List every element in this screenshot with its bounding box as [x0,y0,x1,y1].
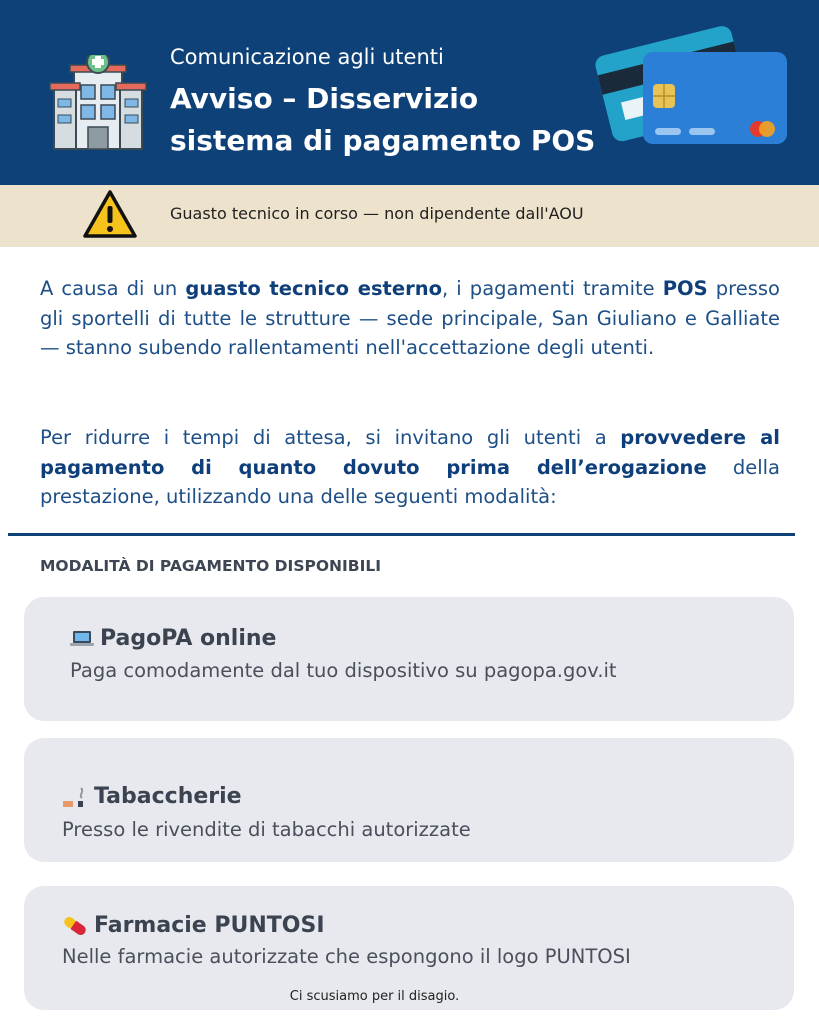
method-title: Tabaccherie [94,784,242,809]
method-title: PagoPA online [100,626,277,651]
method-desc: Nelle farmacie autorizzate che espongono il logo PUNTOSI [62,945,631,968]
credit-cards-icon [595,10,795,155]
paragraph-outage: A causa di un guasto tecnico esterno, i pagamenti tramite POS presso gli sportelli di tutte le strutture — sede principale, San Giuliano e Galliate — stanno subendo rallentamenti nell'accettazione degli utenti. [40,277,780,359]
header-subtitle: Comunicazione agli utenti [170,45,444,69]
pill-icon [62,914,88,938]
banner-text: Guasto tecnico in corso — non dipendente dall'AOU [170,204,584,223]
payment-method-tabaccherie [24,738,794,862]
payment-method-pagopa [24,597,794,721]
page-title [170,78,620,162]
cigarette-icon [62,786,88,808]
footer-text: Ci scusiamo per il disagio. [289,989,460,1004]
method-title: Farmacie PUNTOSI [94,913,325,938]
method-desc: Presso le rivendite di tabacchi autorizzate [62,818,471,841]
warning-icon [83,189,137,239]
paragraph-instructions: Per ridurre i tempi di attesa, si invitano gli utenti a provvedere al pagamento di quanto dovuto prima dell’erogazione della prestazione, utilizzando una delle seguenti modalità: [40,426,780,508]
hospital-icon [48,55,148,150]
laptop-icon [70,630,94,648]
method-desc: Paga comodamente dal tuo dispositivo su pagopa.gov.it [70,659,617,682]
title-line-1: Avviso – Disservizio [170,82,479,115]
section-title: MODALITÀ DI PAGAMENTO DISPONIBILI [40,557,381,575]
divider [8,533,795,536]
title-line-2: sistema di pagamento POS [170,124,596,157]
